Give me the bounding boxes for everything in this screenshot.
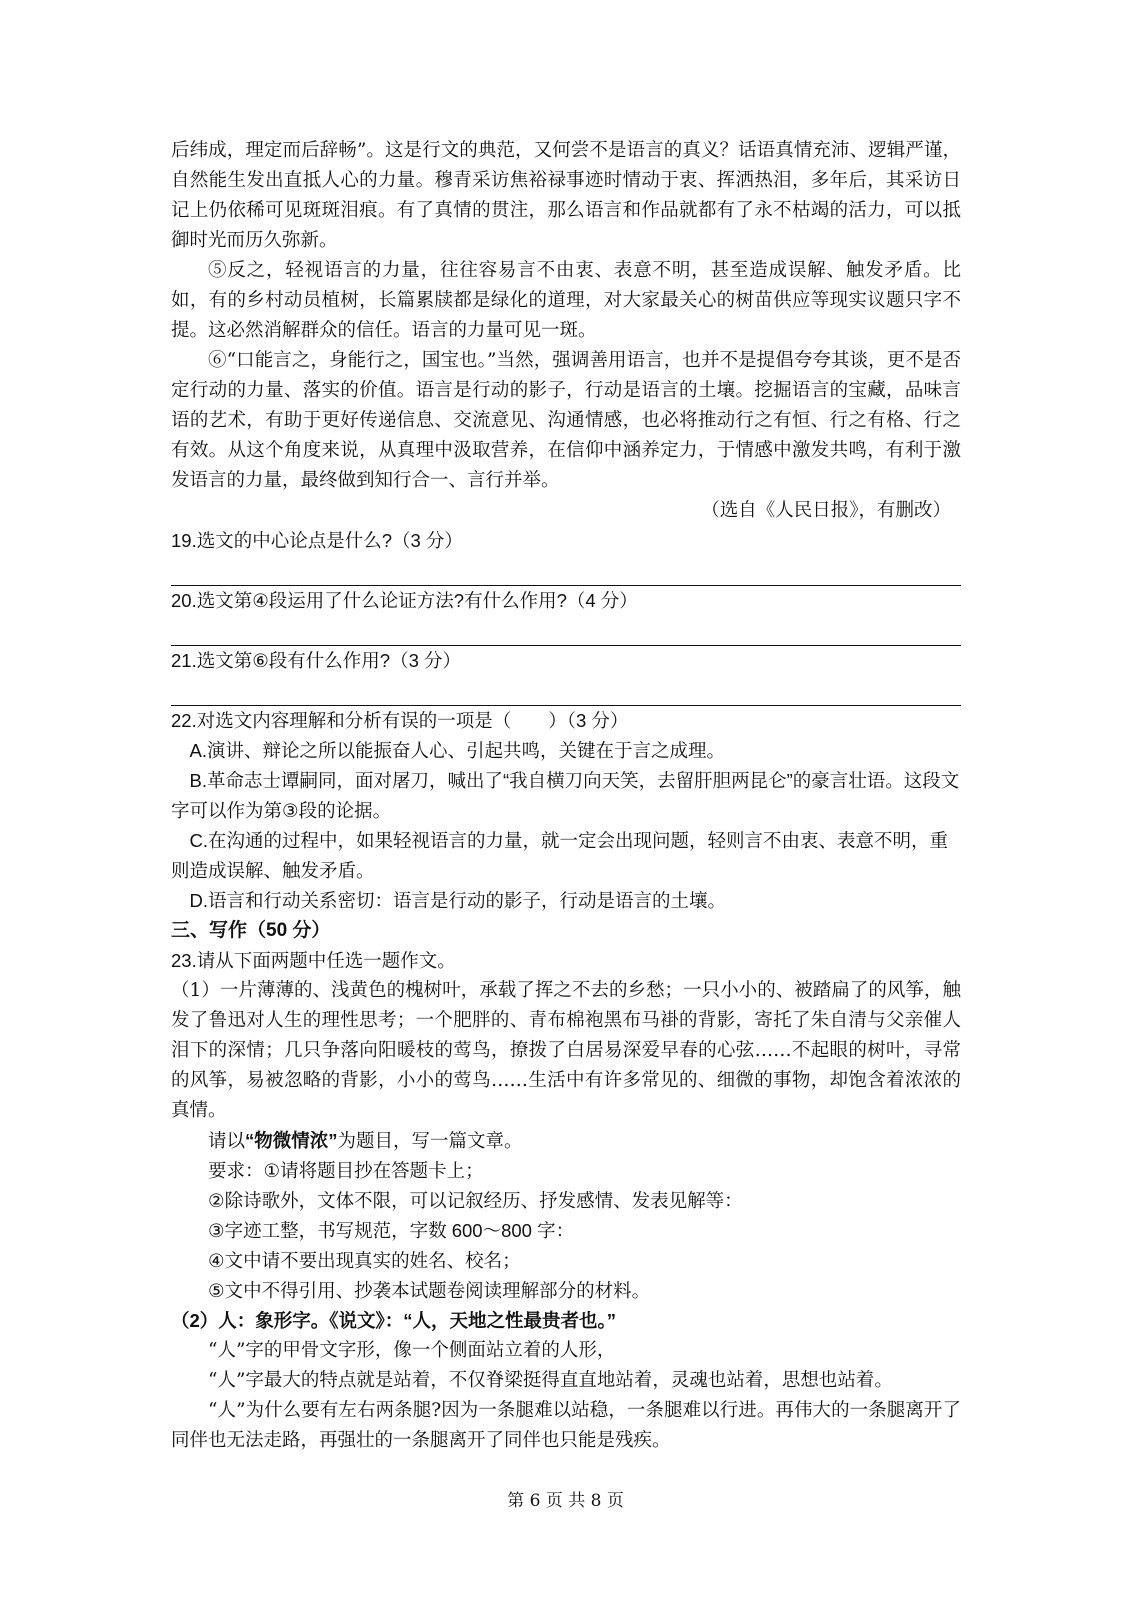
task-suffix: 为题目，写一篇文章。	[337, 1130, 523, 1151]
writing-topic-1-task	[171, 1126, 961, 1156]
answer-line-20[interactable]	[171, 616, 961, 646]
passage-paragraph-5: ⑤反之，轻视语言的力量，往往容易言不由衷、表意不明，甚至造成误解、触发矛盾。比如，有的乡村动员植树，长篇累牍都是绿化的道理，对大家最关心的树苗供应等现实议题只字不提。这必然消解群众的信任。语言的力量可见一斑。	[171, 260, 961, 341]
question-23: 23.请从下面两题中任选一题作文。	[171, 950, 456, 971]
question-19: 19.选文的中心论点是什么?（3 分）	[171, 530, 463, 551]
question-20: 20.选文第④段运用了什么论证方法?有什么作用?（4 分）	[171, 590, 638, 611]
requirement-2: ②除诗歌外，文体不限，可以记叙经历、抒发感情、发表见解等：	[208, 1190, 743, 1211]
passage-paragraph-4-continued: 后纬成，理定而后辞畅”。这是行文的典范，又何尝不是语言的真义？话语真情充沛、逻辑严谨，自然能生发出直抵人心的力量。穆青采访焦裕禄事迹时情动于衷、挥洒热泪，多年后，其采访日记上仍依稀可见斑斑泪痕。有了真情的贯注，那么语言和作品就都有了永不枯竭的活力，可以抵御时光而历久弥新。	[171, 140, 961, 251]
requirement-3: ③字迹工整，书写规范，字数 600～800 字：	[208, 1220, 575, 1241]
question-21: 21.选文第⑥段有什么作用?（3 分）	[171, 650, 462, 671]
writing-section-title: 三、写作（50 分）	[171, 920, 331, 941]
question-22-option-a: A.演讲、辩论之所以能振奋人心、引起共鸣，关键在于言之成理。	[189, 740, 725, 761]
answer-line-19[interactable]	[171, 556, 961, 586]
writing-topic-2-paragraph-2: “人”字最大的特点就是站着，不仅脊梁挺得直直地站着，灵魂也站着，思想也站着。	[208, 1370, 893, 1391]
passage-paragraph-6: ⑥“口能言之，身能行之，国宝也。”当然，强调善用语言，也并不是提倡夸夸其谈，更不是否定行动的力量、落实的价值。语言是行动的影子，行动是语言的土壤。挖掘语言的宝藏，品味言语的艺术，有助于更好传递信息、交流意见、沟通情感，也必将推动行之有恒、行之有格、行之有效。从这个角度来说，从真理中汲取营养，在信仰中涵养定力，于情感中激发共鸣，有利于激发语言的力量，最终做到知行合一、言行并举。	[171, 350, 961, 491]
passage-source: （选自《人民日报》，有删改）	[701, 500, 951, 521]
writing-topic-2-paragraph-3: “人”为什么要有左右两条腿?因为一条腿难以站稳，一条腿难以行进。再伟大的一条腿离开了同伴也无法走路，再强壮的一条腿离开了同伴也只能是残疾。	[171, 1400, 961, 1451]
essay-title: “物微情浓”	[245, 1130, 338, 1151]
question-22-option-b: B.革命志士谭嗣同，面对屠刀，喊出了“我自横刀向天笑，去留肝胆两昆仑”的豪言壮语。这段文字可以作为第③段的论据。	[171, 770, 960, 821]
task-prefix: 请以	[208, 1130, 246, 1151]
answer-line-21[interactable]	[171, 676, 961, 706]
page-content	[171, 136, 961, 1456]
question-22-option-c: C.在沟通的过程中，如果轻视语言的力量，就一定会出现问题，轻则言不由衷、表意不明，重则造成误解、触发矛盾。	[171, 830, 949, 881]
question-22-option-d: D.语言和行动关系密切：语言是行动的影子，行动是语言的土壤。	[189, 890, 727, 911]
page-footer: 第 6 页 共 8 页	[507, 1491, 624, 1511]
writing-topic-2-title: （2）人：象形字。《说文》：“人，天地之性最贵者也。”	[171, 1310, 617, 1331]
writing-topic-1-intro: （1）一片薄薄的、浅黄色的槐树叶，承载了挥之不去的乡愁；一只小小的、被踏扁了的风筝，触发了鲁迅对人生的理性思考；一个肥胖的、青布棉袍黑布马褂的背影，寄托了朱自清与父亲催人泪下的深情；几只争落向阳暖枝的莺鸟，撩拨了白居易深爱早春的心弦……不起眼的树叶，寻常的风筝，易被忽略的背影，小小的莺鸟……生活中有许多常见的、细微的事物，却饱含着浓浓的真情。	[171, 980, 961, 1121]
requirement-1: 要求：①请将题目抄在答题卡上；	[208, 1160, 484, 1181]
requirement-4: ④文中请不要出现真实的姓名、校名；	[208, 1250, 521, 1271]
writing-topic-2-paragraph-1: “人”字的甲骨文字形，像一个侧面站立着的人形，	[208, 1340, 616, 1361]
question-22: 22.对选文内容理解和分析有误的一项是（ ）（3 分）	[171, 710, 629, 731]
requirement-5: ⑤文中不得引用、抄袭本试题卷阅读理解部分的材料。	[208, 1280, 651, 1301]
